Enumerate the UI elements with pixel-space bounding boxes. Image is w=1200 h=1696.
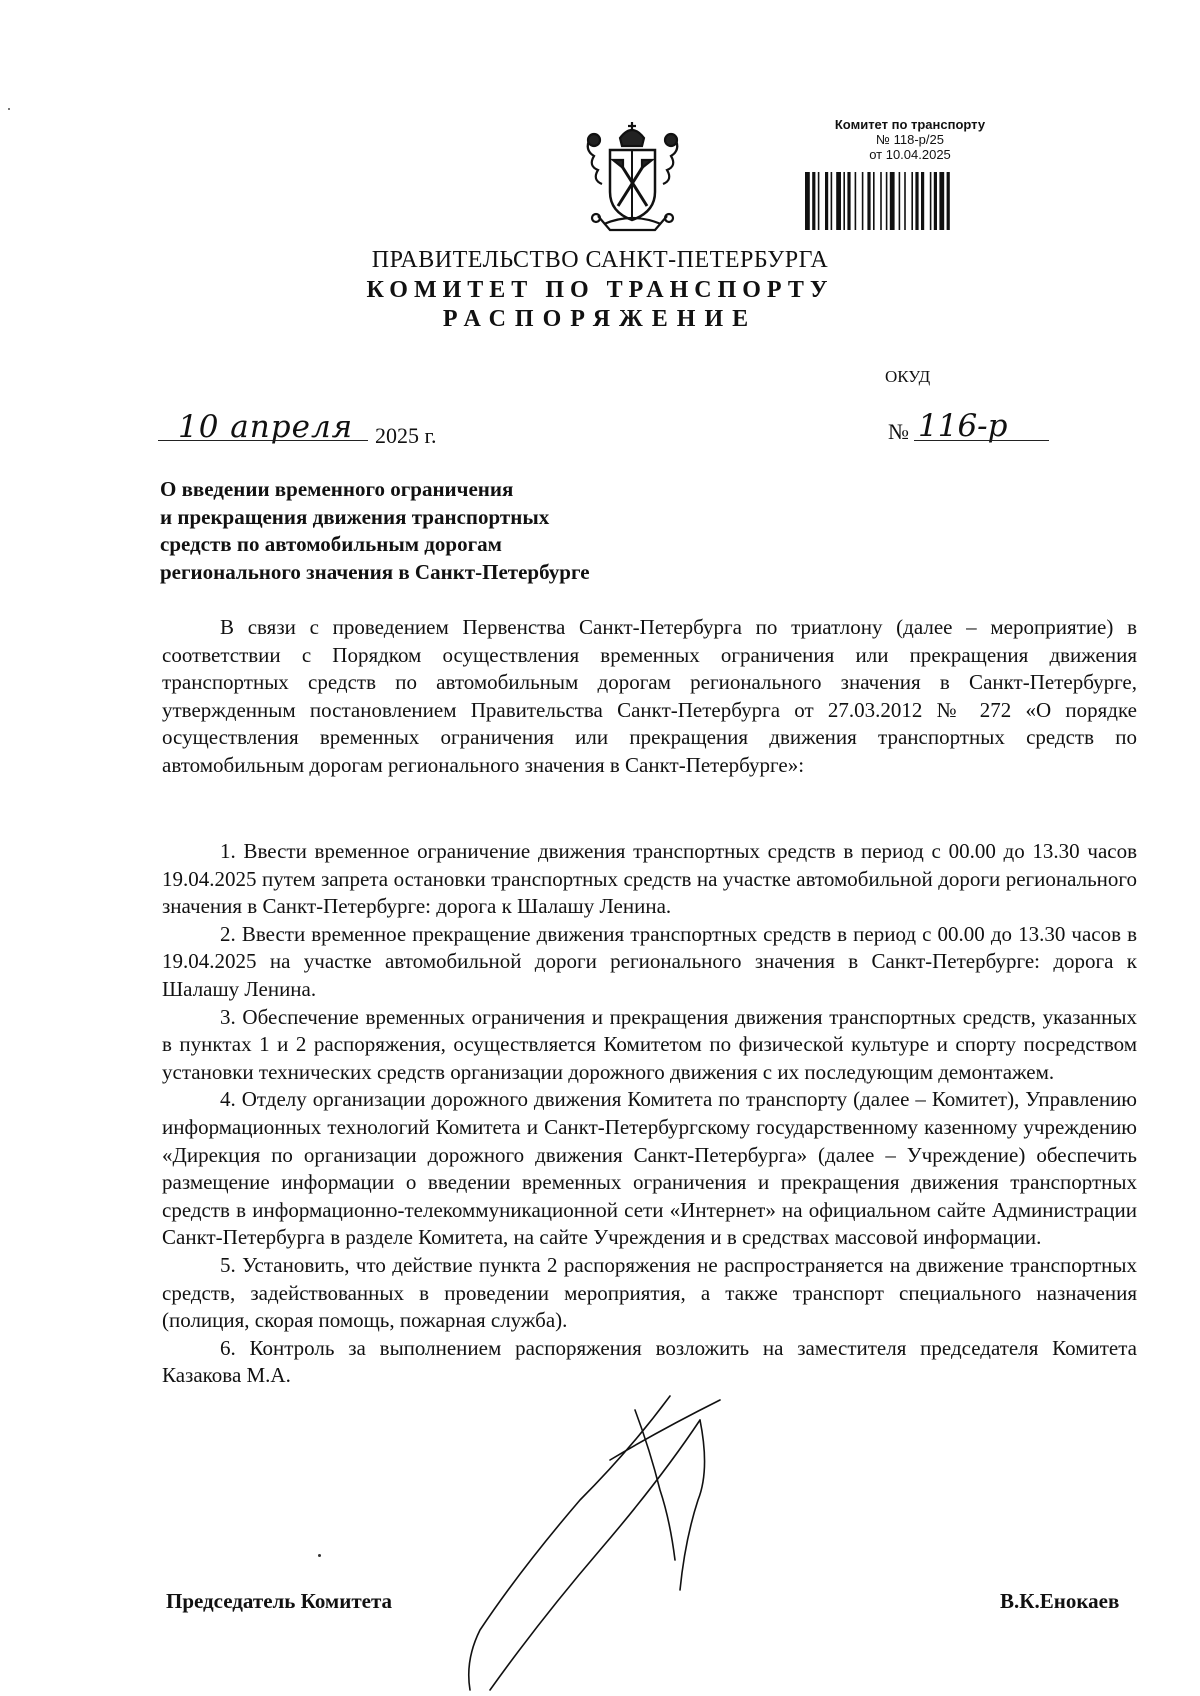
coat-of-arms-icon: [580, 120, 685, 238]
document-type-heading: РАСПОРЯЖЕНИЕ: [442, 306, 758, 332]
barcode-bar: [911, 172, 913, 230]
barcode-bar: [818, 172, 820, 230]
okud-label: ОКУД: [885, 367, 931, 386]
handwritten-number: 116-р: [918, 408, 1008, 444]
order-item-1: 1. Ввести временное ограничение движения транспортных средств в период с 00.00 до 13.30 часов 19.04.2025 путем запрета остановки транспортных средств на участке автомобильной дороги регионального значения в Санкт-Петербурге: дорога к Шалашу Ленина.: [162, 839, 1137, 919]
barcode-bar: [843, 172, 845, 230]
barcode-bar: [812, 172, 815, 230]
order-item-4: 4. Отделу организации дорожного движения Комитета по транспорту (далее – Комитет), Управлению информационных технологий Комитета и Санкт-Петербургскому государственному казенному учреждению «Дирекция по организации дорожного движения Санкт-Петербурга» (далее – Учреждение) обеспечить размещение информации о введении временных ограничения и прекращения движения транспортных средств в информационно-телекоммуникационной сети «Интернет» на официальном сайте Администрации Санкт-Петербурга в разделе Комитета, на сайте Учреждения и в средствах массовой информации.: [162, 1087, 1137, 1250]
barcode-bar: [855, 172, 857, 230]
date-underline: [158, 440, 368, 441]
stamp-reg-number: № 118-р/25: [876, 132, 944, 147]
barcode-bar: [915, 172, 918, 230]
date-year: 2025 г.: [375, 423, 437, 448]
title-line: О введении временного ограничения: [160, 477, 514, 501]
barcode-bar: [847, 172, 850, 230]
barcode-bar: [880, 172, 882, 230]
barcode-icon: [805, 172, 1015, 230]
committee-heading: КОМИТЕТ ПО ТРАНСПОРТУ: [366, 277, 834, 303]
title-line: и прекращения движения транспортных: [160, 504, 550, 529]
barcode-bar: [873, 172, 875, 230]
barcode-bar: [825, 172, 828, 230]
registration-stamp: [795, 117, 1025, 162]
signatory-position: Председатель Комитета: [166, 1589, 393, 1613]
title-line: средств по автомобильным дорогам: [160, 532, 502, 556]
title-line: регионального значения в Санкт-Петербурге: [160, 559, 590, 584]
barcode-bar: [921, 172, 924, 230]
preamble-paragraph: В связи с проведением Первенства Санкт-Петербурга по триатлону (далее – мероприятие) в соответствии с Порядком осуществления временных ограничения или прекращения движения транспортных средств по автомобильным дорогам регионального значения в Санкт-Петербурге, утвержденным постановлением Правительства Санкт-Петербурга от 27.03.2012 № 272 «О порядке осуществления временных ограничения или прекращения движения транспортных средств по автомобильным дорогам регионального значения в Санкт-Петербурге»:: [162, 615, 1137, 777]
barcode-bar: [934, 172, 937, 230]
order-items: [162, 838, 1137, 1390]
handwritten-date: 10 апреля: [178, 409, 354, 445]
number-sign: №: [888, 419, 909, 444]
number-underline: [914, 440, 1049, 441]
government-heading: ПРАВИТЕЛЬСТВО САНКТ-ПЕТЕРБУРГА: [371, 247, 829, 273]
barcode-bar: [930, 172, 932, 230]
order-item-3: 3. Обеспечение временных ограничения и прекращения движения транспортных средств, указанных в пунктах 1 и 2 распоряжения, осуществляется Комитетом по физической культуре и спорту посредством установки технических средств организации дорожного движения с их последующим демонтажем.: [162, 1004, 1137, 1084]
stamp-organization: Комитет по транспорту: [834, 117, 986, 132]
order-item-5: 5. Установить, что действие пункта 2 распоряжения не распространяется на движение транспортных средств, задействованных в проведении мероприятия, а также транспорт специального назначения (полиция, скорая помощь, пожарная служба).: [162, 1252, 1137, 1333]
barcode-bar: [836, 172, 841, 230]
preamble: [162, 614, 1137, 780]
document-title: [160, 476, 590, 586]
handwritten-signature: [460, 1390, 820, 1696]
barcode-bar: [947, 172, 950, 230]
barcode-bar: [939, 172, 944, 230]
order-item-2: 2. Ввести временное прекращение движения транспортных средств в период с 00.00 до 13.30 часов в 19.04.2025 на участке автомобильной дороги регионального значения в Санкт-Петербурге: дорога к Шалашу Ленина.: [162, 921, 1137, 1001]
stamp-reg-date: от 10.04.2025: [869, 147, 951, 162]
barcode-bar: [899, 172, 901, 230]
barcode-bar: [862, 172, 864, 230]
barcode-bar: [890, 172, 895, 230]
signatory-name: В.К.Енокаев: [1000, 1589, 1120, 1613]
ink-dot: [8, 108, 10, 110]
barcode-bar: [867, 172, 870, 230]
barcode-bar: [904, 172, 906, 230]
barcode-bar: [805, 172, 810, 230]
barcode-bar: [886, 172, 888, 230]
ink-dot: [318, 1554, 321, 1557]
order-item-6: 6. Контроль за выполнением распоряжения возложить на заместителя председателя Комитета Казакова М.А.: [162, 1335, 1137, 1388]
barcode-bar: [831, 172, 833, 230]
